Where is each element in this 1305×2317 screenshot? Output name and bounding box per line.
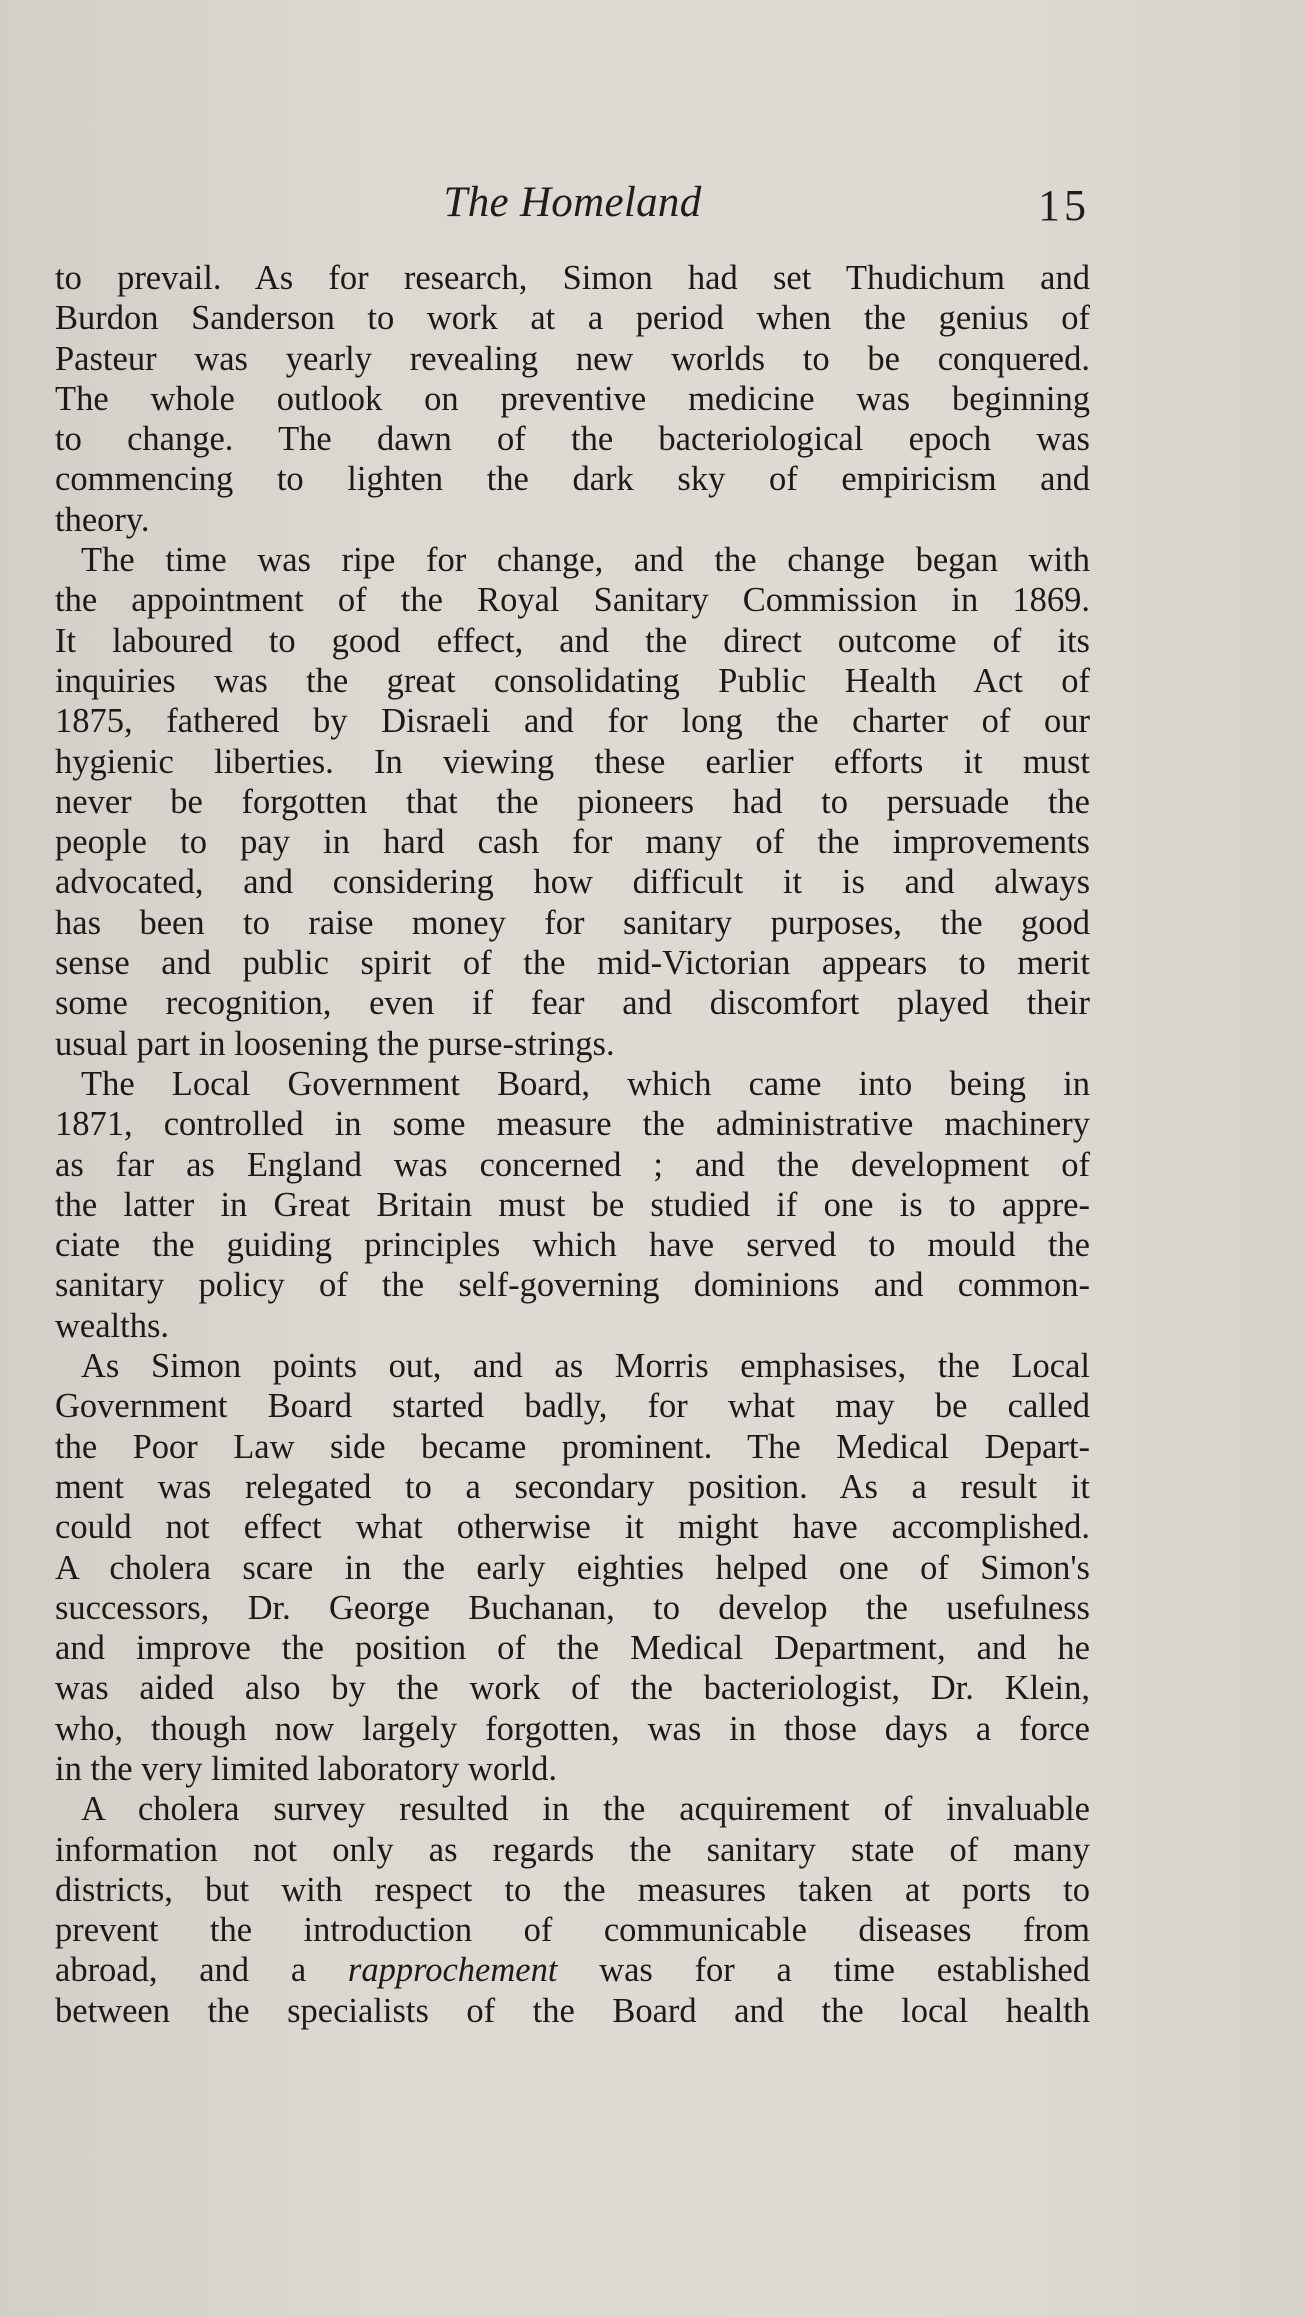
text-line: The whole outlook on preventive medicine was beginning <box>55 379 1090 418</box>
text-line: as far as England was concerned ; and the development of <box>55 1145 1090 1184</box>
text-line: between the specialists of the Board and the local health <box>55 1991 1090 2030</box>
text-line: commencing to lighten the dark sky of empiricism and <box>55 460 1090 499</box>
text-line: ment was relegated to a secondary position. As a result it <box>55 1467 1090 1506</box>
text-line: has been to raise money for sanitary purposes, the good <box>55 903 1090 942</box>
text-line: districts, but with respect to the measures taken at ports to <box>55 1870 1090 1909</box>
text-line: wealths. <box>55 1306 170 1345</box>
text-line: 1871, controlled in some measure the administrative machinery <box>55 1105 1090 1144</box>
text-line: advocated, and considering how difficult it is and always <box>55 863 1090 902</box>
text-run: was for a time established <box>557 1951 1090 1990</box>
text-line: 1875, fathered by Disraeli and for long the charter of our <box>55 702 1090 741</box>
text-line <box>55 1950 1090 1990</box>
text-line: the appointment of the Royal Sanitary Commission in 1869. <box>55 581 1090 620</box>
text-line: who, though now largely forgotten, was in those days a force <box>55 1709 1090 1748</box>
text-line: and improve the position of the Medical Department, and he <box>55 1629 1090 1668</box>
text-line: The Local Government Board, which came into being in <box>81 1064 1090 1103</box>
text-line: A cholera survey resulted in the acquirement of invaluable <box>81 1790 1090 1829</box>
text-line: to change. The dawn of the bacteriological epoch was <box>55 420 1090 459</box>
body-text <box>55 258 1090 2031</box>
text-line: the Poor Law side became prominent. The Medical Depart- <box>55 1427 1090 1466</box>
text-line: prevent the introduction of communicable diseases from <box>55 1911 1090 1950</box>
text-line: Government Board started badly, for what may be called <box>55 1387 1090 1426</box>
running-head <box>55 178 1090 234</box>
text-line: some recognition, even if fear and discomfort played their <box>55 984 1090 1023</box>
text-line: in the very limited laboratory world. <box>55 1749 558 1788</box>
page-number: 15 <box>1038 181 1090 230</box>
text-line: theory. <box>55 500 150 539</box>
running-title: The Homeland <box>443 179 702 226</box>
text-line: inquiries was the great consolidating Public Health Act of <box>55 661 1090 700</box>
text-line: sanitary policy of the self-governing dominions and common- <box>55 1266 1090 1305</box>
text-line: hygienic liberties. In viewing these earlier efforts it must <box>55 742 1090 781</box>
text-line: It laboured to good effect, and the direct outcome of its <box>55 621 1090 660</box>
text-line: Pasteur was yearly revealing new worlds to be conquered. <box>55 339 1090 378</box>
text-line: successors, Dr. George Buchanan, to develop the usefulness <box>55 1588 1090 1627</box>
text-run: abroad, and a <box>55 1951 348 1990</box>
text-line: to prevail. As for research, Simon had set Thudichum and <box>55 259 1090 297</box>
text-line: sense and public spirit of the mid-Victorian appears to merit <box>55 944 1090 983</box>
text-line: Burdon Sanderson to work at a period when the genius of <box>55 299 1090 338</box>
text-line: usual part in loosening the purse-strings. <box>55 1024 615 1063</box>
text-line: A cholera scare in the early eighties helped one of Simon's <box>55 1548 1090 1587</box>
text-line: ciate the guiding principles which have served to mould the <box>55 1226 1090 1265</box>
text-line: the latter in Great Britain must be studied if one is to appre- <box>55 1185 1090 1224</box>
text-line: never be forgotten that the pioneers had to persuade the <box>55 782 1090 821</box>
text-line: was aided also by the work of the bacteriologist, Dr. Klein, <box>55 1669 1090 1708</box>
italic-term: rapprochement <box>347 1951 558 1990</box>
text-line: information not only as regards the sanitary state of many <box>55 1830 1090 1869</box>
text-line: could not effect what otherwise it might have accomplished. <box>55 1508 1090 1547</box>
text-line: people to pay in hard cash for many of the improvements <box>55 823 1090 862</box>
text-line: The time was ripe for change, and the change began with <box>81 541 1090 580</box>
text-line: As Simon points out, and as Morris emphasises, the Local <box>81 1347 1090 1386</box>
